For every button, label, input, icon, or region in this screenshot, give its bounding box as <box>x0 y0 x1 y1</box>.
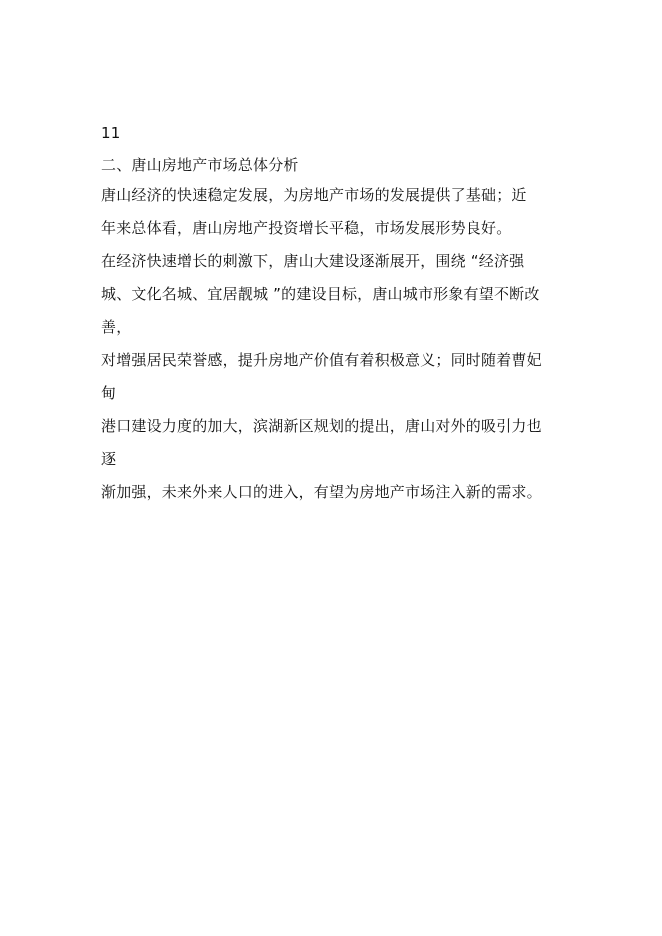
page-number: 11 <box>101 124 121 142</box>
body-line: 对增强居民荣誉感，提升房地产价值有着积极意义；同时随着曹妃 <box>101 351 542 369</box>
section-heading: 二、唐山房地产市场总体分析 <box>101 156 299 174</box>
body-line: 唐山经济的快速稳定发展，为房地产市场的发展提供了基础；近 <box>101 186 527 204</box>
body-line: 甸 <box>101 384 117 402</box>
body-line: 年来总体看，唐山房地产投资增长平稳，市场发展形势良好。 <box>101 219 512 237</box>
body-line: 在经济快速增长的刺激下，唐山大建设逐渐展开，围绕 “经济强 <box>101 252 525 270</box>
page-content <box>101 124 571 502</box>
body-line: 渐加强，未来外来人口的进入，有望为房地产市场注入新的需求。 <box>101 483 542 501</box>
body-line: 逐 <box>101 450 117 468</box>
body-line: 善， <box>101 318 132 336</box>
body-line: 港口建设力度的加大，滨湖新区规划的提出，唐山对外的吸引力也 <box>101 417 542 435</box>
body-line: 城、文化名城、宜居靓城 ”的建设目标，唐山城市形象有望不断改 <box>101 285 540 303</box>
